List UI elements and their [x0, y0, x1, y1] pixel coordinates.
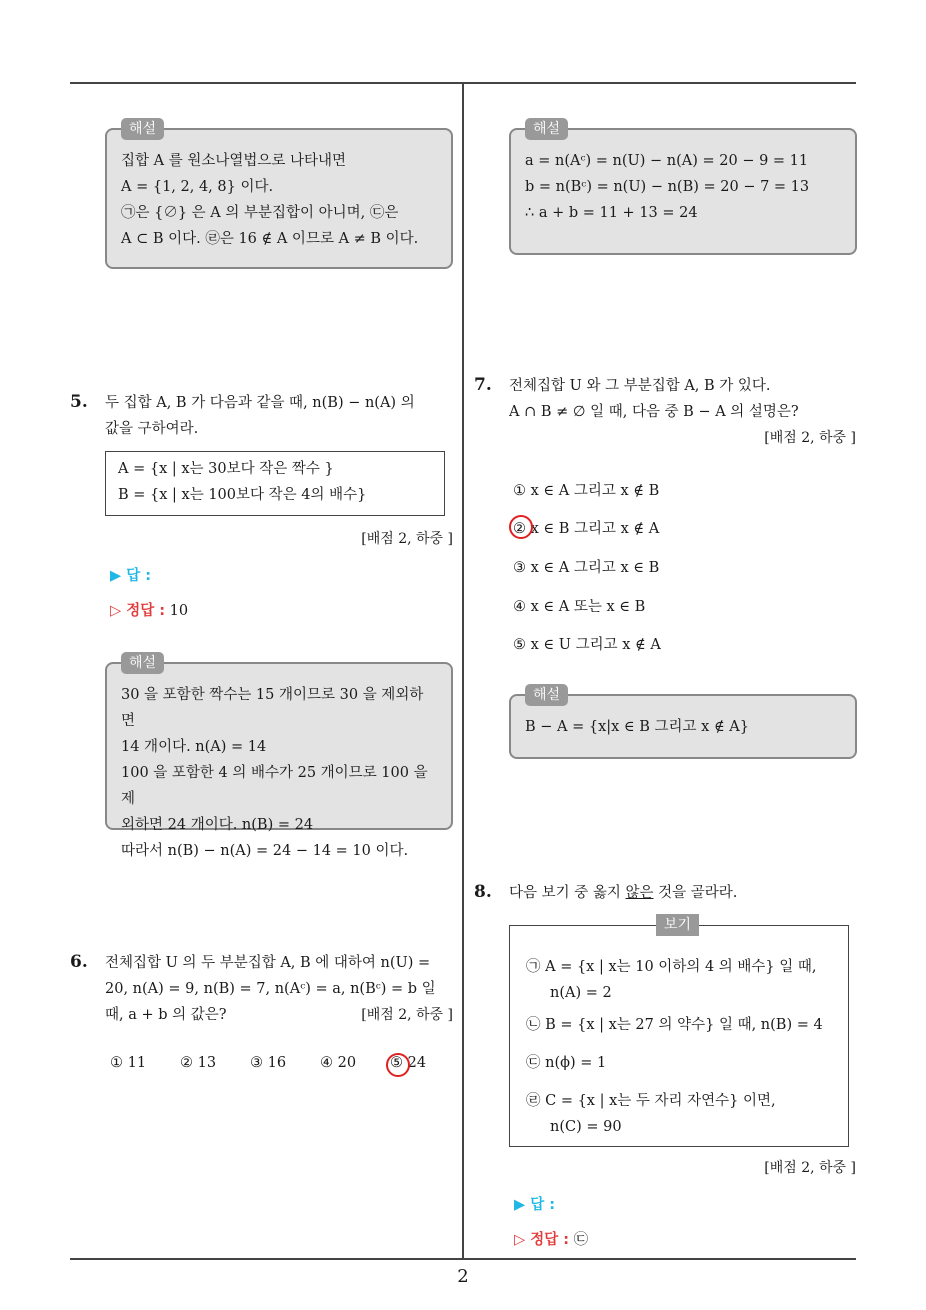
bogi-item-3: ㉢ n(ϕ) = 1 — [526, 1055, 607, 1071]
explanation-box-q7 — [509, 687, 857, 759]
explanation-box-q5 — [105, 655, 453, 859]
question-8-bogi-box — [509, 917, 849, 1147]
question-5-text — [105, 390, 455, 442]
explanation-line: 100 을 포함한 4 의 배수가 25 개이므로 100 을 제 — [121, 765, 428, 807]
question-7-line-2: A ∩ B ≠ ∅ 일 때, 다음 중 B − A 의 설명은? — [509, 404, 799, 420]
selected-answer-circle — [509, 515, 533, 539]
question-8-text — [509, 880, 859, 906]
explanation-line: 14 개이다. n(A) = 14 — [121, 739, 267, 755]
question-7-line-1: 전체집합 U 와 그 부분집합 A, B 가 있다. — [509, 378, 771, 394]
explanation-line: 집합 A 를 원소나열법으로 나타내면 — [121, 153, 347, 169]
question-8-number: 8. — [474, 882, 492, 902]
correct-value: 10 — [169, 603, 189, 619]
question-5-answer-label: ▶ 답 : — [110, 568, 152, 584]
explanation-tag: 해설 — [525, 118, 568, 140]
explanation-line: 외하면 24 개이다. n(B) = 24 — [121, 817, 314, 833]
correct-value: ㉢ — [573, 1232, 589, 1248]
bogi-item-4-cont: n(C) = 90 — [550, 1119, 622, 1135]
page-number: 2 — [457, 1266, 469, 1287]
question-8-text-part: 것을 골라라. — [653, 885, 738, 901]
question-6-score: [배점 2, 하중 ] — [361, 1007, 453, 1023]
correct-label: ▷ 정답 : — [514, 1232, 570, 1248]
explanation-line: b = n(Bᶜ) = n(U) − n(B) = 20 − 7 = 13 — [525, 179, 810, 195]
explanation-line: ∴ a + b = 11 + 13 = 24 — [525, 205, 698, 221]
question-8-score: [배점 2, 하중 ] — [764, 1160, 856, 1176]
question-5-set-box — [105, 451, 445, 516]
explanation-line: ㉠은 {∅} 은 A 의 부분집합이 아니며, ㉢은 — [121, 205, 399, 221]
question-7-choice-1[interactable]: ① x ∈ A 그리고 x ∉ B — [513, 483, 660, 499]
bogi-tag: 보기 — [656, 914, 699, 936]
explanation-line: 따라서 n(B) − n(A) = 24 − 14 = 10 이다. — [121, 843, 409, 859]
bogi-item-1-cont: n(A) = 2 — [550, 985, 612, 1001]
question-5-score: [배점 2, 하중 ] — [361, 531, 453, 547]
question-6-line-1: 전체집합 U 의 두 부분집합 A, B 에 대하여 n(U) = — [105, 955, 431, 971]
question-6-line-3: 때, a + b 의 값은? — [105, 1007, 227, 1023]
explanation-line: B − A = {x|x ∈ B 그리고 x ∉ A} — [525, 719, 749, 735]
explanation-line: a = n(Aᶜ) = n(U) − n(A) = 20 − 9 = 11 — [525, 153, 809, 169]
column-divider — [462, 83, 464, 1258]
explanation-box-q4 — [105, 121, 453, 269]
question-7-text — [509, 373, 859, 425]
question-8-correct-answer — [514, 1228, 588, 1249]
bottom-rule — [70, 1258, 856, 1260]
question-7-choice-4[interactable]: ④ x ∈ A 또는 x ∈ B — [513, 599, 646, 615]
correct-label: ▷ 정답 : — [110, 603, 166, 619]
set-a-definition: A = {x | x는 30보다 작은 짝수 } — [118, 461, 334, 477]
question-6-choice-5[interactable]: ⑤ 24 — [390, 1055, 427, 1071]
question-6-choice-3[interactable]: ③ 16 — [250, 1055, 287, 1071]
question-7-choice-3[interactable]: ③ x ∈ A 그리고 x ∈ B — [513, 560, 660, 576]
question-7-choice-5[interactable]: ⑤ x ∈ U 그리고 x ∉ A — [513, 637, 661, 653]
question-7-choice-2[interactable]: ② x ∈ B 그리고 x ∉ A — [513, 521, 660, 537]
explanation-tag: 해설 — [121, 652, 164, 674]
question-6-choice-1[interactable]: ① 11 — [110, 1055, 147, 1071]
question-8-text-part: 다음 보기 중 옳지 — [509, 885, 626, 901]
question-6-choice-2[interactable]: ② 13 — [180, 1055, 217, 1071]
question-8-underlined-word: 않은 — [625, 885, 654, 901]
question-5-number: 5. — [70, 392, 88, 412]
bogi-item-4: ㉣ C = {x | x는 두 자리 자연수} 이면, — [526, 1093, 776, 1109]
bogi-item-1: ㉠ A = {x | x는 10 이하의 4 의 배수} 일 때, — [526, 959, 817, 975]
question-7-score: [배점 2, 하중 ] — [764, 430, 856, 446]
question-7-number: 7. — [474, 375, 492, 395]
question-6-number: 6. — [70, 952, 88, 972]
explanation-line: 30 을 포함한 짝수는 15 개이므로 30 을 제외하면 — [121, 687, 424, 729]
explanation-line: A ⊂ B 이다. ㉣은 16 ∉ A 이므로 A ≠ B 이다. — [121, 231, 419, 247]
question-5-line-2: 값을 구하여라. — [105, 421, 199, 437]
explanation-tag: 해설 — [525, 684, 568, 706]
set-b-definition: B = {x | x는 100보다 작은 4의 배수} — [118, 487, 367, 503]
question-6-choice-4[interactable]: ④ 20 — [320, 1055, 357, 1071]
bogi-item-2: ㉡ B = {x | x는 27 의 약수} 일 때, n(B) = 4 — [526, 1017, 823, 1033]
question-5-correct-answer — [110, 599, 188, 620]
question-8-answer-label: ▶ 답 : — [514, 1197, 556, 1213]
explanation-tag: 해설 — [121, 118, 164, 140]
explanation-line: A = {1, 2, 4, 8} 이다. — [121, 179, 274, 195]
selected-answer-circle — [386, 1053, 410, 1077]
question-6-line-2: 20, n(A) = 9, n(B) = 7, n(Aᶜ) = a, n(Bᶜ) = b 일 — [105, 981, 436, 997]
question-5-line-1: 두 집합 A, B 가 다음과 같을 때, n(B) − n(A) 의 — [105, 395, 415, 411]
explanation-box-q6 — [509, 121, 857, 255]
